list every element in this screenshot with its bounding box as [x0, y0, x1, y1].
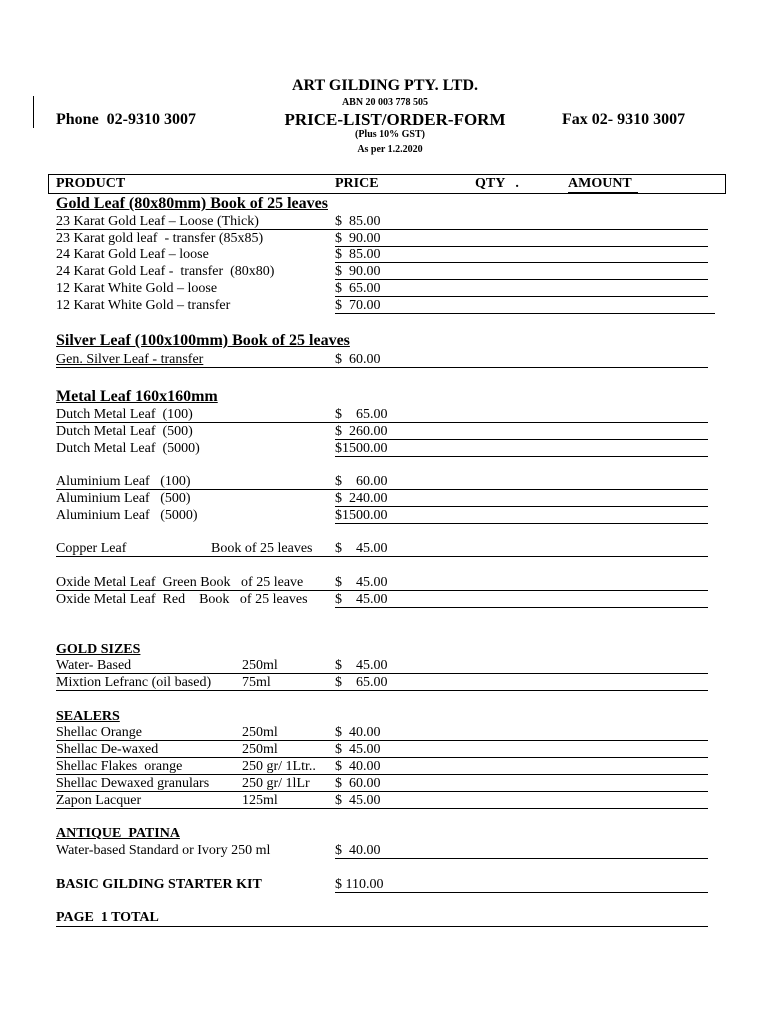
order-line[interactable]	[56, 422, 708, 423]
sealer-item-price: $ 40.00	[335, 725, 381, 740]
gold-item-name: 24 Karat Gold Leaf - transfer (80x80)	[56, 264, 275, 279]
order-line[interactable]	[335, 246, 708, 247]
order-line[interactable]	[56, 774, 708, 775]
aluminium-item-name: Aluminium Leaf (500)	[56, 491, 191, 506]
sealer-item-name: Zapon Lacquer	[56, 793, 142, 808]
sealer-item-volume: 250 gr/ 1Ltr..	[242, 759, 316, 774]
oxide-item-name: Oxide Metal Leaf Green Book of 25 leave	[56, 575, 304, 590]
phone-number: Phone 02-9310 3007	[56, 111, 196, 128]
size-item-name: Water- Based	[56, 658, 132, 673]
order-line[interactable]	[335, 296, 708, 297]
sealer-item-volume: 250 gr/ 1lLr	[242, 776, 310, 791]
amount-underline	[568, 192, 638, 193]
order-line[interactable]	[56, 367, 708, 368]
starter-kit-price: $ 110.00	[335, 877, 384, 892]
oxide-item-price: $ 45.00	[335, 575, 388, 590]
oxide-item-price: $ 45.00	[335, 592, 388, 607]
order-line[interactable]	[56, 556, 708, 557]
sealer-item-name: Shellac De-waxed	[56, 742, 159, 757]
order-line[interactable]	[335, 313, 715, 314]
column-amount: AMOUNT	[568, 176, 632, 191]
copper-item-price: $ 45.00	[335, 541, 388, 556]
silver-item-name: Gen. Silver Leaf - transfer	[56, 352, 204, 367]
company-name: ART GILDING PTY. LTD.	[291, 77, 478, 94]
dutch-item-price: $1500.00	[335, 441, 388, 456]
aluminium-item-name: Aluminium Leaf (5000)	[56, 508, 198, 523]
page-total-label: PAGE 1 TOTAL	[56, 910, 159, 925]
order-line[interactable]	[56, 740, 708, 741]
gold-item-price: $ 90.00	[335, 231, 381, 246]
order-line[interactable]	[56, 673, 708, 674]
order-line[interactable]	[56, 229, 708, 230]
sealer-item-volume: 250ml	[242, 725, 278, 740]
gst-note: (Plus 10% GST)	[354, 129, 425, 140]
sealer-item-price: $ 60.00	[335, 776, 381, 791]
order-line[interactable]	[335, 892, 708, 893]
order-line[interactable]	[335, 439, 708, 440]
order-line[interactable]	[335, 262, 708, 263]
aluminium-item-name: Aluminium Leaf (100)	[56, 474, 191, 489]
order-line[interactable]	[56, 590, 708, 591]
gold-item-name: 23 Karat gold leaf - transfer (85x85)	[56, 231, 264, 246]
date-note: As per 1.2.2020	[357, 144, 423, 155]
aluminium-item-price: $1500.00	[335, 508, 388, 523]
copper-item-name: Copper Leaf	[56, 541, 127, 556]
page-total-line[interactable]	[56, 926, 708, 927]
gold-item-name: 23 Karat Gold Leaf – Loose (Thick)	[56, 214, 259, 229]
order-line[interactable]	[335, 456, 708, 457]
order-line[interactable]	[56, 791, 708, 792]
sealer-item-name: Shellac Dewaxed granulars	[56, 776, 210, 791]
sealer-item-price: $ 45.00	[335, 793, 381, 808]
sealers-heading: SEALERS	[56, 709, 120, 724]
order-line[interactable]	[56, 489, 708, 490]
size-item-volume: 75ml	[242, 675, 271, 690]
order-line[interactable]	[56, 690, 708, 691]
order-line[interactable]	[335, 279, 708, 280]
metal-leaf-heading: Metal Leaf 160x160mm	[56, 388, 218, 405]
sealer-item-name: Shellac Orange	[56, 725, 142, 740]
sealer-item-price: $ 45.00	[335, 742, 381, 757]
gold-item-price: $ 65.00	[335, 281, 381, 296]
order-line[interactable]	[335, 858, 708, 859]
sealer-item-name: Shellac Flakes orange	[56, 759, 183, 774]
aluminium-item-price: $ 240.00	[335, 491, 388, 506]
order-line[interactable]	[335, 506, 708, 507]
sealer-item-volume: 250ml	[242, 742, 278, 757]
dutch-item-price: $ 65.00	[335, 407, 388, 422]
silver-item-price: $ 60.00	[335, 352, 381, 367]
order-line[interactable]	[335, 523, 708, 524]
order-line[interactable]	[56, 757, 708, 758]
sealer-item-volume: 125ml	[242, 793, 278, 808]
dutch-item-name: Dutch Metal Leaf (100)	[56, 407, 193, 422]
gold-item-name: 12 Karat White Gold – transfer	[56, 298, 231, 313]
oxide-item-name: Oxide Metal Leaf Red Book of 25 leaves	[56, 592, 308, 607]
copper-item-size: Book of 25 leaves	[211, 541, 313, 556]
gold-item-name: 24 Karat Gold Leaf – loose	[56, 247, 209, 262]
order-line[interactable]	[335, 607, 708, 608]
gold-item-price: $ 90.00	[335, 264, 381, 279]
gold-item-price: $ 85.00	[335, 214, 381, 229]
dutch-item-name: Dutch Metal Leaf (5000)	[56, 441, 200, 456]
antique-patina-heading: ANTIQUE PATINA	[56, 826, 180, 841]
form-title: PRICE-LIST/ORDER-FORM	[284, 110, 506, 129]
column-qty: QTY .	[475, 176, 519, 191]
gold-item-price: $ 70.00	[335, 298, 381, 313]
gold-item-name: 12 Karat White Gold – loose	[56, 281, 218, 296]
patina-item-price: $ 40.00	[335, 843, 381, 858]
dutch-item-price: $ 260.00	[335, 424, 388, 439]
dutch-item-name: Dutch Metal Leaf (500)	[56, 424, 193, 439]
column-price: PRICE	[335, 176, 379, 191]
size-item-name: Mixtion Lefranc (oil based)	[56, 675, 212, 690]
fax-number: Fax 02- 9310 3007	[562, 111, 686, 128]
column-product: PRODUCT	[56, 176, 126, 191]
aluminium-item-price: $ 60.00	[335, 474, 388, 489]
gold-leaf-heading: Gold Leaf (80x80mm) Book of 25 leaves	[56, 195, 328, 212]
gold-sizes-heading: GOLD SIZES	[56, 642, 141, 657]
silver-leaf-heading: Silver Leaf (100x100mm) Book of 25 leaves	[56, 332, 350, 349]
gold-item-price: $ 85.00	[335, 247, 381, 262]
size-item-volume: 250ml	[242, 658, 278, 673]
order-line[interactable]	[56, 808, 708, 809]
sealer-item-price: $ 40.00	[335, 759, 381, 774]
patina-item-name: Water-based Standard or Ivory 250 ml	[56, 843, 271, 858]
starter-kit-name: BASIC GILDING STARTER KIT	[56, 877, 262, 892]
size-item-price: $ 45.00	[335, 658, 388, 673]
size-item-price: $ 65.00	[335, 675, 388, 690]
abn-number: ABN 20 003 778 505	[341, 97, 429, 108]
